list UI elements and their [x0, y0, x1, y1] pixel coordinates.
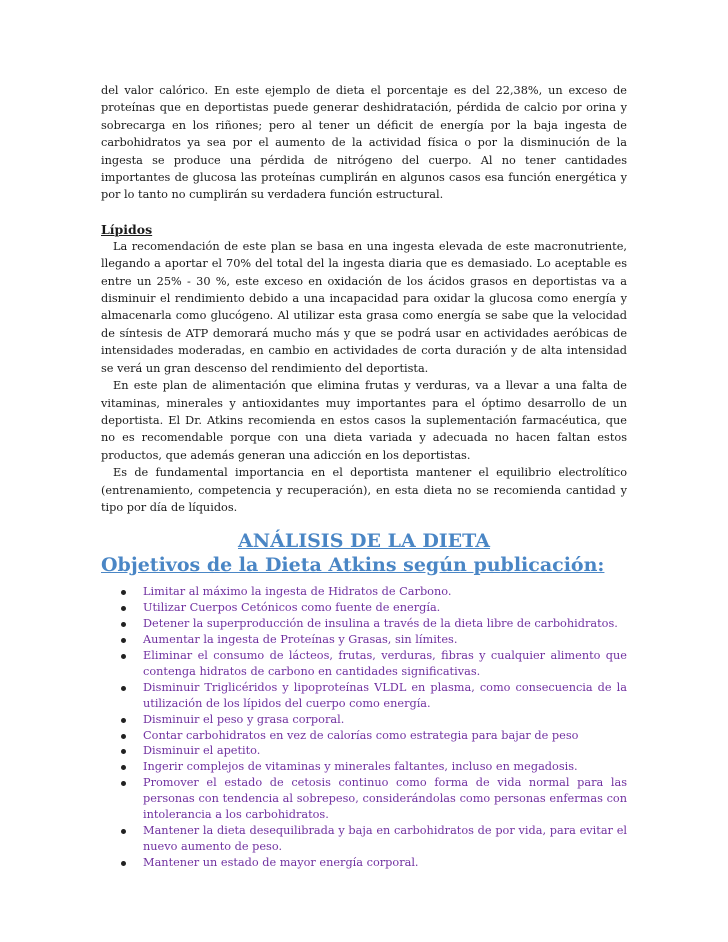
bullet-icon: [121, 718, 126, 723]
lipids-paragraph-2: En este plan de alimentación que elimina frutas y verduras, va a llevar a una falta de vitaminas, minerales y antioxidantes muy importantes para el óptimo desarrollo de un deportista. El Dr. Atkins recomienda en estos casos la suplementación farmacéutica, que no es recomendable porque con una dieta variada y adecuada no hacen faltan estos productos, que además generan una adicción en los deportistas.: [101, 379, 627, 462]
lipids-heading: Lípidos: [101, 221, 153, 237]
objective-item: [101, 648, 627, 680]
bullet-icon: [121, 781, 126, 786]
analysis-title: ANÁLISIS DE LA DIETA: [237, 530, 491, 553]
objective-text: Limitar al máximo la ingesta de Hidratos de Carbono.: [143, 585, 452, 599]
objective-text: Contar carbohidratos en vez de calorías como estrategia para bajar de peso: [143, 728, 579, 742]
objective-text: Utilizar Cuerpos Cetónicos como fuente de energía.: [143, 601, 441, 615]
objective-text: Mantener un estado de mayor energía corporal.: [143, 855, 419, 869]
objective-text: Detener la superproducción de insulina a través de la dieta libre de carbohidratos.: [143, 617, 618, 631]
objective-item: [101, 728, 627, 744]
objective-item: [101, 759, 627, 775]
objectives-list: [101, 584, 627, 870]
bullet-icon: [121, 654, 126, 659]
objectives-title: Objetivos de la Dieta Atkins según publicación:: [101, 554, 605, 577]
objective-item: [101, 584, 627, 600]
objective-text: Ingerir complejos de vitaminas y minerales faltantes, incluso en megadosis.: [143, 760, 578, 774]
bullet-icon: [121, 638, 126, 643]
objective-item: [101, 743, 627, 759]
objective-item: [101, 616, 627, 632]
bullet-icon: [121, 606, 126, 611]
objective-text: Disminuir el peso y grasa corporal.: [143, 712, 345, 726]
objective-item: [101, 600, 627, 616]
page-content: [101, 82, 627, 871]
bullet-icon: [121, 590, 126, 595]
bullet-icon: [121, 749, 126, 754]
bullet-icon: [121, 829, 126, 834]
objective-item: [101, 712, 627, 728]
objective-text: Promover el estado de cetosis continuo como forma de vida normal para las personas con tendencia al sobrepeso, considerándolas como personas enfermas con intolerancia a los carbohidratos.: [143, 776, 627, 822]
objective-item: [101, 680, 627, 712]
bullet-icon: [121, 622, 126, 627]
bullet-icon: [121, 686, 126, 691]
intro-paragraph: del valor calórico. En este ejemplo de dieta el porcentaje es del 22,38%, un exceso de proteínas que en deportistas puede generar deshidratación, pérdida de calcio por orina y sobrecarga en los riñones; pero al tener un déficit de energía por la baja ingesta de carbohidratos ya sea por el aumento de la actividad física o por la disminución de la ingesta se produce una pérdida de nitrógeno del cuerpo. Al no tener cantidades importantes de glucosa las proteínas cumplirán en algunos casos esa función energética y por lo tanto no cumplirán su verdadera función estructural.: [101, 84, 627, 202]
objective-item: [101, 775, 627, 823]
objective-item: [101, 632, 627, 648]
lipids-paragraph-1: La recomendación de este plan se basa en una ingesta elevada de este macronutriente, llegando a aportar el 70% del total del la ingesta diaria que es demasiado. Lo aceptable es entre un 25% - 30 %, este exceso en oxidación de los ácidos grasos en deportistas va a disminuir el rendimiento debido a una incapacidad para oxidar la glucosa como energía y almacenarla como glucógeno. Al utilizar esta grasa como energía se sabe que la velocidad de síntesis de ATP demorará mucho más y que se podrá usar en actividades aeróbicas de intensidades moderadas, en cambio en actividades de corta duración y de alta intensidad se verá un gran descenso del rendimiento del deportista.: [101, 239, 627, 375]
objective-text: Eliminar el consumo de lácteos, frutas, verduras, fibras y cualquier alimento que contenga hidratos de carbono en cantidades significativas.: [143, 648, 627, 678]
lipids-paragraph-3: Es de fundamental importancia en el deportista mantener el equilibrio electrolítico (entrenamiento, competencia y recuperación), en esta dieta no se recomienda cantidad y tipo por día de líquidos.: [101, 466, 627, 514]
objective-text: Disminuir Triglicéridos y lipoproteínas VLDL en plasma, como consecuencia de la utilización de los lípidos del cuerpo como energía.: [143, 680, 627, 710]
bullet-icon: [121, 734, 126, 739]
objective-text: Aumentar la ingesta de Proteínas y Grasas, sin límites.: [143, 633, 458, 647]
objective-text: Disminuir el apetito.: [143, 744, 261, 758]
objective-item: [101, 855, 627, 871]
objective-item: [101, 823, 627, 855]
bullet-icon: [121, 861, 126, 866]
objective-text: Mantener la dieta desequilibrada y baja en carbohidratos de por vida, para evitar el nuevo aumento de peso.: [143, 823, 627, 853]
bullet-icon: [121, 765, 126, 770]
